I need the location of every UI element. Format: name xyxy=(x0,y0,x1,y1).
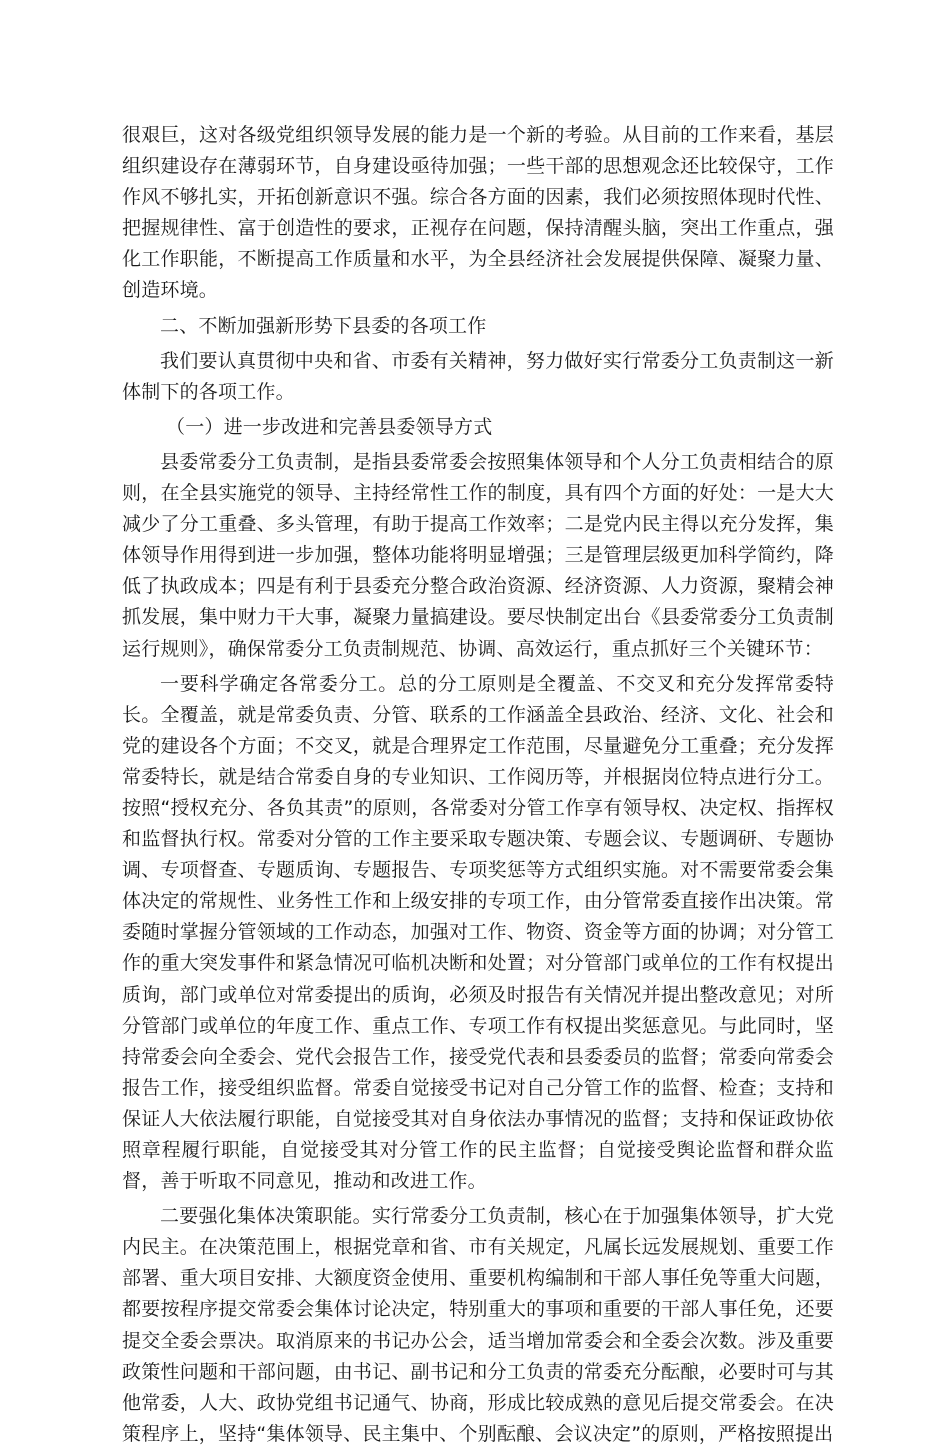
paragraph: 二要强化集体决策职能。实行常委分工负责制，核心在于加强集体领导，扩大党内民主。在决策范围上，根据党章和省、市有关规定，凡属长远发展规划、重要工作部署、重大项目安排、大额度资金使用、重要机构编制和干部人事任免等重大问题，都要按程序提交常委会集体讨论决定，特别重大的事项和重要的干部人事任免，还要提交全委会票决。取消原来的书记办公会，适当增加常委会和全委会次数。涉及重要政策性问题和干部问题，由书记、副书记和分工负责的常委充分酝酿，必要时可与其他常委，人大、政协党组书记通气、协商，形成比较成熟的意见后提交常委会。在决策程序上，坚持“集体领导、民主集中、个别酝酿、会议决定”的原则，严格按照提出 xyxy=(122,1205,834,1445)
paragraph: 我们要认真贯彻中央和省、市委有关精神，努力做好实行常委分工负责制这一新体制下的各项工作。 xyxy=(122,349,834,403)
paragraph: 县委常委分工负责制，是指县委常委会按照集体领导和个人分工负责相结合的原则，在全县实施党的领导、主持经常性工作的制度，具有四个方面的好处：一是大大减少了分工重叠、多头管理，有助于提高工作效率；二是党内民主得以充分发挥，集体领导作用得到进一步加强，整体功能将明显增强；三是管理层级更加科学简约，降低了执政成本；四是有利于县委充分整合政治资源、经济资源、人力资源，聚精会神抓发展，集中财力干大事，凝聚力量搞建设。要尽快制定出台《县委常委分工负责制运行规则》，确保常委分工负责制规范、协调、高效运行，重点抓好三个关键环节： xyxy=(122,450,834,660)
paragraph-continuation: 很艰巨，这对各级党组织领导发展的能力是一个新的考验。从目前的工作来看，基层组织建设存在薄弱环节，自身建设亟待加强；一些干部的思想观念还比较保守，工作作风不够扎实，开拓创新意识不强。综合各方面的因素，我们必须按照体现时代性、把握规律性、富于创造性的要求，正视存在问题，保持清醒头脑，突出工作重点，强化工作职能，不断提高工作质量和水平，为全县经济社会发展提供保障、凝聚力量、创造环境。 xyxy=(122,124,834,302)
document-body xyxy=(122,120,834,1454)
section-heading: 二、不断加强新形势下县委的各项工作 xyxy=(160,314,487,337)
subsection-heading: （一）进一步改进和完善县委领导方式 xyxy=(166,415,493,438)
paragraph: 一要科学确定各常委分工。总的分工原则是全覆盖、不交叉和充分发挥常委特长。全覆盖，就是常委负责、分管、联系的工作涵盖全县政治、经济、文化、社会和党的建设各个方面；不交叉，就是合理界定工作范围，尽量避免分工重叠；充分发挥常委特长，就是结合常委自身的专业知识、工作阅历等，并根据岗位特点进行分工。按照“授权充分、各负其责”的原则，各常委对分管工作享有领导权、决定权、指挥权和监督执行权。常委对分管的工作主要采取专题决策、专题会议、专题调研、专题协调、专项督查、专题质询、专题报告、专项奖惩等方式组织实施。对不需要常委会集体决定的常规性、业务性工作和上级安排的专项工作，由分管常委直接作出决策。常委随时掌握分管领域的工作动态，加强对工作、物资、资金等方面的协调；对分管工作的重大突发事件和紧急情况可临机决断和处置；对分管部门或单位的工作有权提出质询，部门或单位对常委提出的质询，必须及时报告有关情况并提出整改意见；对所分管部门或单位的年度工作、重点工作、专项工作有权提出奖惩意见。与此同时，坚持常委会向全委会、党代会报告工作，接受党代表和县委委员的监督；常委向常委会报告工作，接受组织监督。常委自觉接受书记对自己分管工作的监督、检查；支持和保证人大依法履行职能，自觉接受其对自身依法办事情况的监督；支持和保证政协依照章程履行职能，自觉接受其对分管工作的民主监督；自觉接受舆论监督和群众监督，善于听取不同意见，推动和改进工作。 xyxy=(122,672,834,1193)
